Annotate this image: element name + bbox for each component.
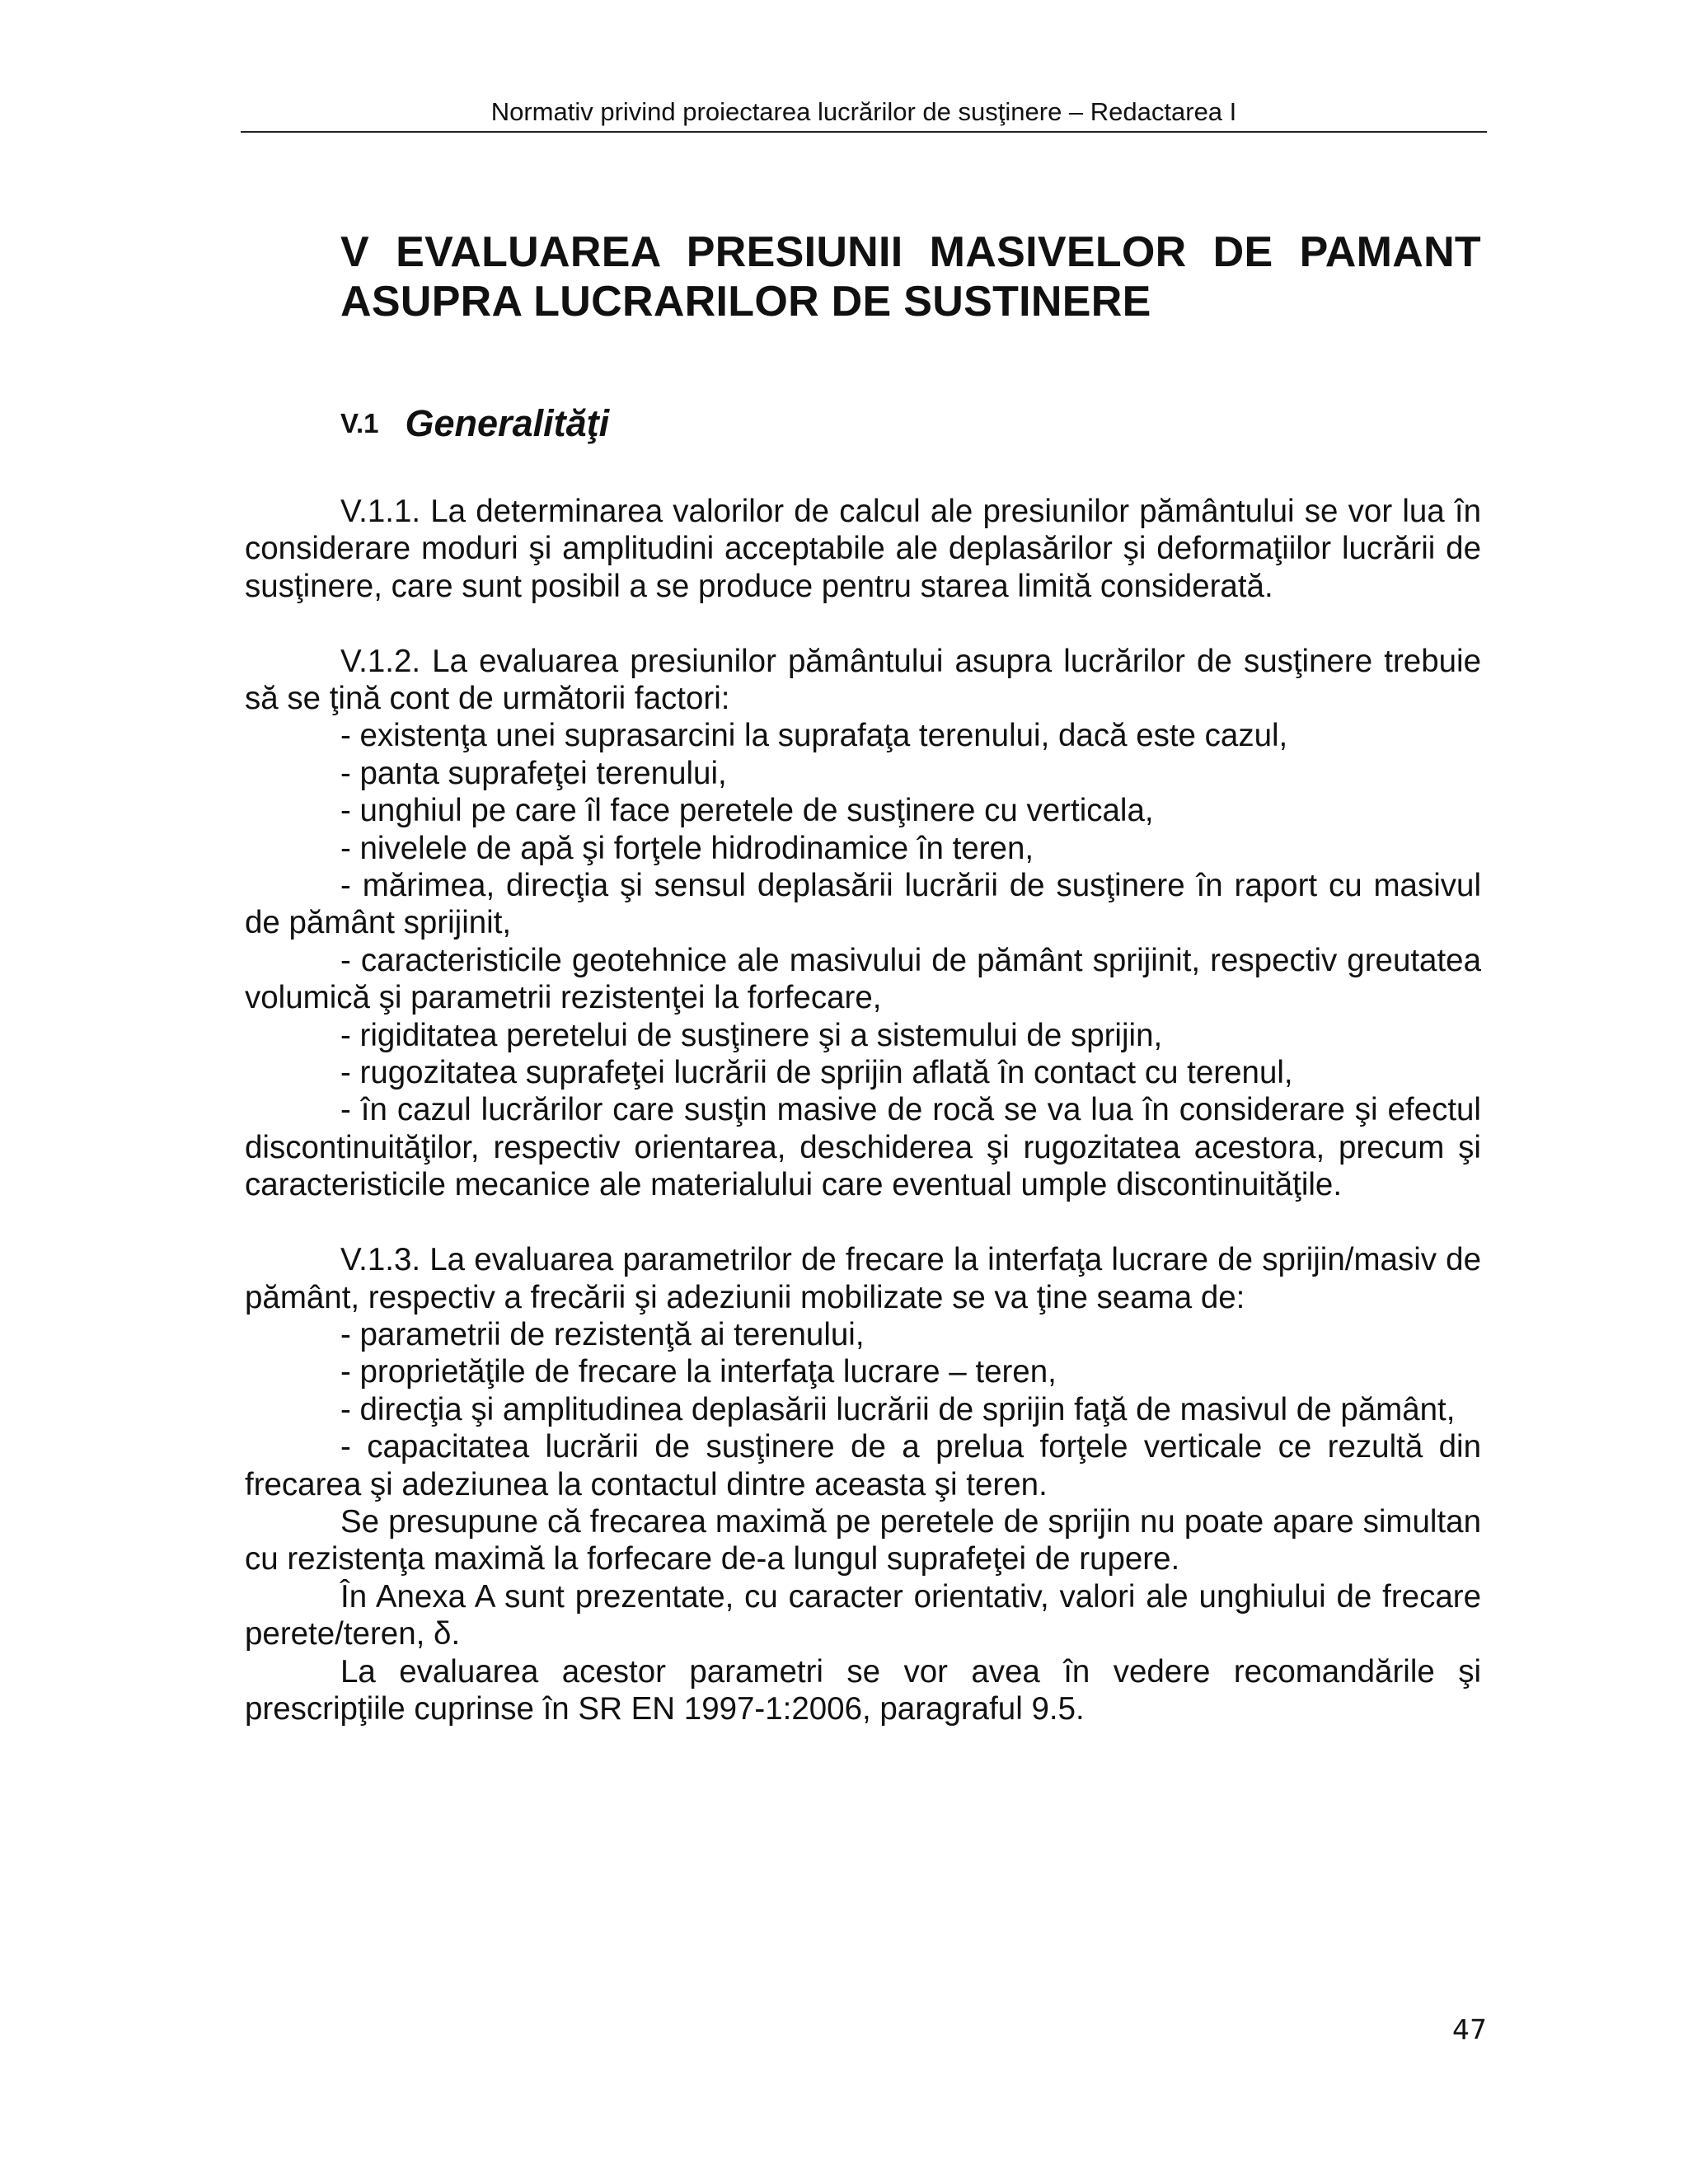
section-title: Generalităţi — [405, 402, 610, 444]
factor-list-item: - panta suprafeţei terenului, — [340, 755, 727, 791]
friction-list-item: - capacitatea lucrării de susţinere de a prelua forţele verticale ce rezultă din frecarea şi adeziunea la contactul dintre aceasta şi teren. — [245, 1429, 1481, 1502]
friction-list-item: - parametrii de rezistenţă ai terenului, — [340, 1316, 865, 1352]
chapter-title: V EVALUAREA PRESIUNII MASIVELOR DE PAMANT ASUPRA LUCRARILOR DE SUSTINERE — [340, 228, 1481, 326]
header-rule — [241, 131, 1487, 133]
page-number: 47 — [1452, 2013, 1487, 2046]
paragraph-sr-en-reference: La evaluarea acestor parametri se vor avea în vedere recomandările şi prescripţiile cuprinse în SR EN 1997-1:2006, paragraful 9.5. — [245, 1653, 1481, 1727]
paragraph-v-1-3-intro: V.1.3. La evaluarea parametrilor de frecare la interfaţa lucrare de sprijin/masiv de pământ, respectiv a frecării şi adeziunii mobilizate se va ţine seama de: — [245, 1242, 1481, 1315]
friction-list-item: - proprietăţile de frecare la interfaţa lucrare – teren, — [340, 1354, 1057, 1390]
factor-list-item: - unghiul pe care îl face peretele de susţinere cu verticala, — [340, 793, 1154, 829]
factor-list-item: - nivelele de apă şi forţele hidrodinamice în teren, — [340, 830, 1034, 866]
section-heading — [340, 402, 609, 445]
factor-list-item: - existenţa unei suprasarcini la suprafaţa terenului, dacă este cazul, — [340, 718, 1288, 754]
section-number: V.1 — [340, 408, 379, 438]
factor-list-item: - în cazul lucrărilor care susţin masive de rocă se va lua în considerare şi efectul discontinuităţilor, respectiv orientarea, deschiderea şi rugozitatea acestora, precum şi caracteristicile mecanice ale materialului care eventual umple discontinuităţile. — [245, 1092, 1481, 1203]
factor-list-item: - rugozitatea suprafeţei lucrării de sprijin aflată în contact cu terenul, — [340, 1055, 1293, 1091]
paragraph-max-friction: Se presupune că frecarea maximă pe peretele de sprijin nu poate apare simultan cu rezistenţa maximă la forfecare de-a lungul suprafeţei de rupere. — [245, 1503, 1481, 1577]
body-text — [245, 493, 1481, 1727]
friction-list-item: - direcţia şi amplitudinea deplasării lucrării de sprijin faţă de masivul de pământ, — [340, 1391, 1456, 1427]
factor-list-item: - caracteristicile geotehnice ale masivului de pământ sprijinit, respectiv greutatea volumică şi parametrii rezistenţei la forfecare, — [245, 942, 1481, 1016]
factor-list-item: - mărimea, direcţia şi sensul deplasării lucrării de susţinere în raport cu masivul de pământ sprijinit, — [245, 868, 1481, 941]
paragraph-v-1-2-intro: V.1.2. La evaluarea presiunilor pământului asupra lucrărilor de susţinere trebuie să se ţină cont de următorii factori: — [245, 643, 1481, 717]
factor-list-item: - rigiditatea peretelui de susţinere şi a sistemului de sprijin, — [340, 1017, 1163, 1053]
running-header: Normativ privind proiectarea lucrărilor de susţinere – Redactarea I — [490, 97, 1237, 126]
paragraph-v-1-1: V.1.1. La determinarea valorilor de calcul ale presiunilor pământului se vor lua în considerare moduri şi amplitudini acceptabile ale deplasărilor şi deformaţiilor lucrării de susţinere, care sunt posibil a se produce pentru starea limită considerată. — [245, 494, 1481, 604]
paragraph-annex-a: În Anexa A sunt prezentate, cu caracter orientativ, valori ale unghiului de frecare perete/teren, δ. — [245, 1578, 1481, 1652]
